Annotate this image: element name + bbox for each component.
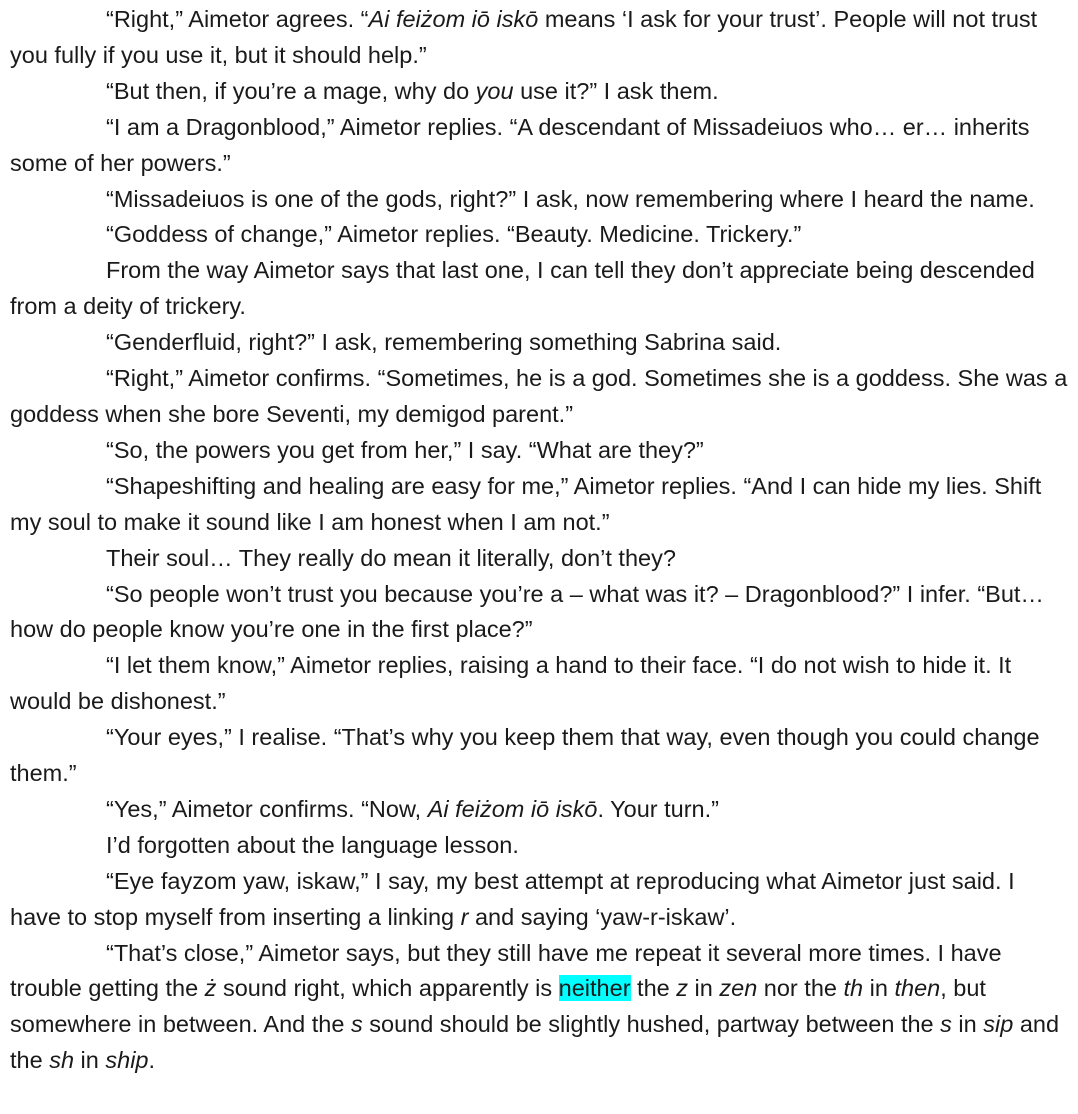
paragraph bbox=[10, 792, 1070, 828]
text-run: “Eye fayzom yaw, iskaw,” I say, my best attempt at reproducing what Aimetor just said. I have to stop myself from inserting a linking bbox=[10, 867, 1015, 930]
italic-text: Ai feiżom iō iskō bbox=[368, 6, 539, 32]
text-run: and saying ‘yaw-r-iskaw’. bbox=[468, 903, 737, 930]
text-run: . bbox=[148, 1047, 156, 1074]
italic-text: Ai feiżom iō iskō bbox=[427, 795, 598, 822]
italic-text: s bbox=[350, 1011, 363, 1038]
italic-text: r bbox=[460, 903, 469, 930]
text-run: “Right,” Aimetor agrees. “ bbox=[106, 6, 369, 32]
paragraph bbox=[10, 541, 1070, 577]
italic-text: th bbox=[843, 975, 864, 1002]
text-run: nor the bbox=[757, 975, 844, 1002]
text-run: in bbox=[74, 1047, 106, 1074]
text-run: “Shapeshifting and healing are easy for me,” Aimetor replies. “And I can hide my lies. Shift my soul to make it sound like I am honest when I am not.” bbox=[10, 472, 1042, 535]
paragraph bbox=[10, 74, 1070, 110]
paragraph bbox=[10, 361, 1070, 433]
text-run: the bbox=[630, 975, 677, 1002]
text-run: use it?” I ask them. bbox=[513, 77, 719, 104]
paragraph bbox=[10, 2, 1070, 74]
text-run: “That’s close,” Aimetor says, but they still have me repeat it several more times. I have trouble getting the bbox=[10, 939, 1002, 1002]
highlighted-word: neither bbox=[558, 975, 631, 1002]
text-run: “Your eyes,” I realise. “That’s why you keep them that way, even though you could change them.” bbox=[10, 724, 1040, 787]
text-run: “But then, if you’re a mage, why do bbox=[106, 77, 476, 104]
italic-text: ż bbox=[204, 975, 217, 1002]
italic-text: zen bbox=[719, 975, 758, 1002]
italic-text: sh bbox=[49, 1047, 75, 1074]
paragraph bbox=[10, 433, 1070, 469]
paragraph bbox=[10, 577, 1070, 649]
text-run: . Your turn.” bbox=[597, 795, 719, 822]
text-run: sound right, which apparently is bbox=[216, 975, 559, 1002]
text-run: “Yes,” Aimetor confirms. “Now, bbox=[106, 795, 428, 822]
text-run: in bbox=[863, 975, 895, 1002]
text-run: “I am a Dragonblood,” Aimetor replies. “A descendant of Missadeiuos who… er… inherits some of her powers.” bbox=[10, 113, 1030, 176]
text-run: in bbox=[688, 975, 720, 1002]
italic-text: ship bbox=[105, 1047, 149, 1074]
paragraph bbox=[10, 648, 1070, 720]
paragraph bbox=[10, 828, 1070, 864]
text-run: “So people won’t trust you because you’re a – what was it? – Dragonblood?” I infer. “But… how do people know you’re one in the first place?” bbox=[10, 580, 1044, 643]
paragraph bbox=[10, 217, 1070, 253]
text-run: I’d forgotten about the language lesson. bbox=[106, 831, 519, 858]
paragraph bbox=[10, 864, 1070, 936]
italic-text: then bbox=[894, 975, 941, 1002]
text-run: From the way Aimetor says that last one, I can tell they don’t appreciate being descended from a deity of trickery. bbox=[10, 257, 1035, 320]
italic-text: sip bbox=[983, 1011, 1014, 1038]
text-run: “Missadeiuos is one of the gods, right?” I ask, now remembering where I heard the name. bbox=[106, 185, 1035, 212]
text-run: Their soul… They really do mean it literally, don’t they? bbox=[106, 544, 676, 571]
italic-text: s bbox=[940, 1011, 952, 1038]
italic-text: z bbox=[676, 975, 689, 1002]
text-run: , but somewhere in between. And the bbox=[10, 975, 986, 1038]
paragraph bbox=[10, 936, 1070, 1080]
paragraph bbox=[10, 110, 1070, 182]
text-run: “Right,” Aimetor confirms. “Sometimes, he is a god. Sometimes she is a goddess. She was a goddess when she bore Seventi, my demigod parent.” bbox=[10, 365, 1068, 427]
text-run: and the bbox=[10, 1011, 1060, 1074]
paragraph bbox=[10, 720, 1070, 792]
text-run: “Goddess of change,” Aimetor replies. “Beauty. Medicine. Trickery.” bbox=[106, 221, 802, 248]
paragraph bbox=[10, 325, 1070, 361]
text-run: means ‘I ask for your trust’. People will not trust you fully if you use it, but it should help.” bbox=[10, 6, 1038, 68]
paragraph bbox=[10, 182, 1070, 218]
paragraph bbox=[10, 253, 1070, 325]
paragraph bbox=[10, 469, 1070, 541]
text-run: “So, the powers you get from her,” I say. “What are they?” bbox=[106, 436, 704, 463]
text-run: “I let them know,” Aimetor replies, raising a hand to their face. “I do not wish to hide it. It would be dishonest.” bbox=[10, 652, 1012, 715]
text-run: “Genderfluid, right?” I ask, remembering something Sabrina said. bbox=[106, 329, 782, 356]
text-run: in bbox=[951, 1011, 984, 1038]
text-run: sound should be slightly hushed, partway between the bbox=[362, 1011, 941, 1038]
italic-text: you bbox=[475, 77, 514, 104]
